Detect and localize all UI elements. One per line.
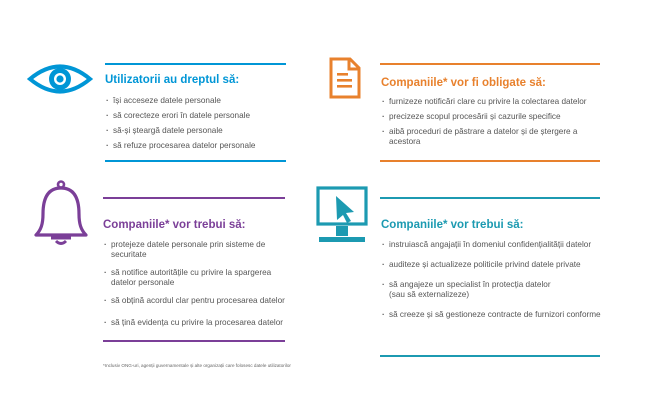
obliged-panel-bottom-rule [380, 160, 600, 162]
list-item: · să corecteze erori în datele personale [106, 111, 288, 126]
should-left-top-rule [103, 197, 285, 199]
list-item: · să creeze și să gestioneze contracte de furnizori conforme [382, 310, 602, 324]
list-item: · auditeze și actualizeze politicile privind datele private [382, 260, 602, 280]
should-left-bottom-rule [103, 340, 285, 342]
should-left-title: Companiile* vor trebui să: [103, 219, 246, 231]
footnote: *Inclusiv ONG-uri, agenții guvernamentale și alte organizații care folosesc datele utilizatorilor [103, 363, 291, 368]
list-item: · protejeze datele personale prin sisteme de securitate [104, 240, 294, 268]
list-item: · să obțină acordul clar pentru procesarea datelor [104, 296, 294, 318]
list-item: · precizeze scopul procesării și cazurile specifice [382, 112, 597, 127]
users-rights-list [106, 96, 288, 156]
users-panel-title: Utilizatorii au dreptul să: [105, 74, 240, 86]
list-item: · instruiască angajații în domeniul confidențialității datelor [382, 240, 602, 260]
should-right-bottom-rule [380, 355, 600, 357]
list-item: · își acceseze datele personale [106, 96, 288, 111]
list-item: · să angajeze un specialist în protecția datelor (sau să externalizeze) [382, 280, 602, 310]
should-right-top-rule [380, 197, 600, 199]
obliged-panel-top-rule [380, 63, 600, 65]
should-right-list [382, 240, 602, 324]
monitor-cursor-icon [316, 186, 368, 244]
users-panel-bottom-rule [105, 160, 286, 162]
users-panel-top-rule [105, 63, 286, 65]
should-right-title: Companiile* vor trebui să: [381, 219, 524, 231]
list-item: · să notifice autoritățile cu privire la spargerea datelor personale [104, 268, 294, 296]
list-item: · furnizeze notificări clare cu privire la colectarea datelor [382, 97, 597, 112]
eye-icon [27, 62, 93, 96]
obliged-list [382, 97, 597, 149]
list-item: · să țină evidența cu privire la procesarea datelor [104, 318, 294, 332]
obliged-panel-title: Companiile* vor fi obligate să: [381, 77, 546, 89]
list-item: · să refuze procesarea datelor personale [106, 141, 288, 156]
document-icon [329, 57, 361, 99]
bell-icon [33, 180, 89, 246]
list-item: · să-și șteargă datele personale [106, 126, 288, 141]
list-item: · aibă proceduri de păstrare a datelor și de ștergere a acestora [382, 127, 597, 149]
should-left-list [104, 240, 294, 332]
